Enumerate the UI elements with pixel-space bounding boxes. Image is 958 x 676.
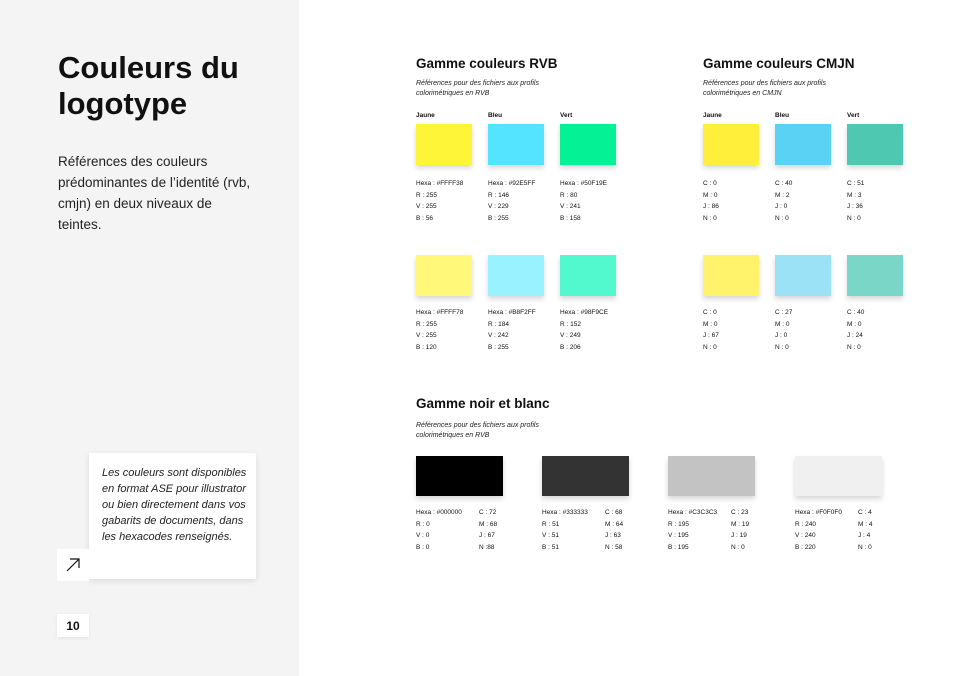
info-line: R : 0	[416, 520, 430, 528]
rvb-swatch-values	[560, 307, 608, 353]
info-line: J : 19	[731, 532, 747, 539]
info-line: M : 0	[703, 320, 718, 328]
info-line: J : 24	[847, 332, 863, 339]
nb-swatch	[795, 456, 882, 496]
cmjn-swatch-values	[703, 307, 719, 353]
info-line: N :88	[479, 543, 495, 551]
info-line: N : 0	[858, 543, 872, 551]
info-line: B : 158	[560, 214, 581, 222]
info-line: B : 120	[416, 343, 437, 351]
info-line: R : 152	[560, 320, 581, 328]
info-line: R : 255	[416, 191, 437, 199]
arrow-up-right-icon[interactable]	[57, 549, 89, 581]
cmjn-swatch	[703, 255, 759, 296]
nb-swatch-rvb-values	[795, 507, 842, 553]
info-line: N : 0	[703, 343, 717, 351]
info-line: R : 51	[542, 520, 560, 528]
nb-swatch-rvb-values	[542, 507, 588, 553]
info-line: V : 229	[488, 203, 509, 210]
rvb-swatch-values	[488, 307, 536, 353]
cmjn-col-label: Vert	[847, 112, 860, 119]
info-line: N : 0	[731, 543, 745, 551]
rvb-swatch	[488, 255, 544, 296]
info-line: J : 86	[703, 203, 719, 210]
info-line: M : 0	[847, 320, 862, 328]
info-line: C : 40	[847, 309, 865, 316]
info-line: R : 240	[795, 520, 816, 528]
info-line: V : 240	[795, 532, 816, 539]
info-line: Hexa : #333333	[542, 509, 588, 516]
rvb-swatch	[560, 124, 616, 165]
info-line: N : 0	[703, 214, 717, 222]
info-line: M : 0	[775, 320, 790, 328]
info-line: R : 255	[416, 320, 437, 328]
info-line: J : 63	[605, 532, 621, 539]
cmjn-swatch-values	[847, 178, 864, 224]
info-line: J : 0	[775, 332, 788, 339]
nb-swatch-rvb-values	[668, 507, 717, 553]
info-line: Hexa : #F0F0F0	[795, 509, 842, 516]
info-line: V : 249	[560, 332, 581, 339]
info-line: B : 195	[668, 543, 689, 551]
cmjn-swatch	[847, 255, 903, 296]
info-line: C : 0	[703, 180, 717, 187]
cmjn-swatch-values	[775, 307, 792, 353]
info-line: V : 255	[416, 203, 437, 210]
rvb-swatch-values	[560, 178, 607, 224]
info-line: N : 0	[847, 343, 861, 351]
rvb-col-label: Jaune	[416, 112, 435, 119]
info-line: N : 0	[775, 343, 789, 351]
note-text: Les couleurs sont disponibles en format ASE pour illustrator ou bien directement dans vos gabarits de documents, dans les hexacodes renseignés.	[102, 467, 247, 543]
cmjn-swatch-values	[847, 307, 864, 353]
cmjn-swatch-values	[703, 178, 719, 224]
info-line: J : 4	[858, 532, 871, 539]
info-line: B : 255	[488, 343, 509, 351]
cmjn-swatch	[847, 124, 903, 165]
cmjn-col-label: Bleu	[775, 112, 790, 119]
info-line: V : 241	[560, 203, 581, 210]
info-line: N : 0	[847, 214, 861, 222]
nb-swatch	[416, 456, 503, 496]
rvb-col-label: Bleu	[488, 112, 503, 119]
info-line: Hexa : #C3C3C3	[668, 509, 718, 516]
rvb-col-label: Vert	[560, 112, 573, 119]
nb-swatch	[542, 456, 629, 496]
info-line: Hexa : #50F19E	[560, 180, 607, 187]
info-line: B : 220	[795, 543, 816, 551]
info-line: Hexa : #FFFF78	[416, 309, 464, 316]
page-title	[58, 50, 288, 122]
page-intro: Références des couleurs prédominantes de l’identité (rvb, cmjn) en deux niveaux de teintes.	[58, 154, 251, 232]
rvb-swatch-values	[416, 307, 463, 353]
rvb-swatch	[488, 124, 544, 165]
info-line: R : 184	[488, 320, 509, 328]
rvb-swatch-values	[488, 178, 535, 224]
info-line: R : 80	[560, 191, 578, 199]
note-card	[89, 453, 256, 579]
info-line: R : 146	[488, 191, 509, 199]
rvb-swatch	[416, 255, 472, 296]
info-line: V : 255	[416, 332, 437, 339]
info-line: C : 72	[479, 509, 497, 516]
cmjn-col-label: Jaune	[703, 112, 722, 119]
rvb-section-title: Gamme couleurs RVB	[416, 56, 558, 71]
info-line: N : 58	[605, 543, 623, 551]
info-line: V : 242	[488, 332, 509, 339]
info-line: J : 67	[479, 532, 495, 539]
info-line: N : 0	[775, 214, 789, 222]
info-line: M : 64	[605, 520, 624, 528]
info-line: M : 68	[479, 520, 498, 528]
info-line: C : 68	[605, 509, 623, 516]
rvb-swatch	[560, 255, 616, 296]
nb-swatch-cmjn-values	[479, 507, 497, 553]
info-line: R : 195	[668, 520, 689, 528]
cmjn-section-title: Gamme couleurs CMJN	[703, 56, 855, 71]
cmjn-section-subtitle: Références pour des fichiers aux profils colorimétriques en CMJN	[703, 80, 826, 97]
info-line: M : 3	[847, 191, 862, 199]
info-line: J : 67	[703, 332, 719, 339]
info-line: B : 206	[560, 343, 581, 351]
info-line: V : 195	[668, 532, 689, 539]
info-line: M : 2	[775, 191, 790, 199]
info-line: Hexa : #000000	[416, 509, 462, 516]
nb-section-title: Gamme noir et blanc	[416, 396, 550, 411]
info-line: Hexa : #98F9CE	[560, 309, 609, 316]
rvb-swatch-values	[416, 178, 463, 224]
info-line: V : 51	[542, 532, 559, 539]
rvb-swatch	[416, 124, 472, 165]
info-line: Hexa : #92E5FF	[488, 180, 536, 187]
info-line: V : 0	[416, 532, 430, 539]
info-line: C : 40	[775, 180, 793, 187]
info-line: C : 4	[858, 509, 872, 516]
info-line: B : 51	[542, 543, 559, 551]
page-number: 10	[57, 614, 89, 637]
cmjn-swatch	[775, 255, 831, 296]
cmjn-swatch	[775, 124, 831, 165]
info-line: M : 19	[731, 520, 750, 528]
nb-section-subtitle: Références pour des fichiers aux profils colorimétriques en RVB	[416, 422, 539, 439]
info-line: C : 0	[703, 309, 717, 316]
info-line: C : 51	[847, 180, 865, 187]
info-line: C : 27	[775, 309, 793, 316]
info-line: Hexa : #FFFF38	[416, 180, 464, 187]
nb-swatch-cmjn-values	[731, 507, 749, 553]
info-line: J : 0	[775, 203, 788, 210]
info-line: J : 36	[847, 203, 863, 210]
info-line: B : 56	[416, 214, 433, 222]
nb-swatch	[668, 456, 755, 496]
page-title-line1: Couleurs du	[58, 50, 239, 85]
info-line: B : 0	[416, 543, 430, 551]
nb-swatch-cmjn-values	[605, 507, 623, 553]
info-line: M : 4	[858, 520, 873, 528]
cmjn-swatch-values	[775, 178, 792, 224]
info-line: C : 23	[731, 509, 749, 516]
rvb-section-subtitle: Références pour des fichiers aux profils colorimétriques en RVB	[416, 80, 539, 97]
nb-swatch-rvb-values	[416, 507, 462, 553]
info-line: Hexa : #B8F2FF	[488, 309, 536, 316]
nb-swatch-cmjn-values	[858, 507, 872, 553]
cmjn-swatch	[703, 124, 759, 165]
info-line: B : 255	[488, 214, 509, 222]
info-line: M : 0	[703, 191, 718, 199]
page-title-line2: logotype	[58, 86, 188, 121]
